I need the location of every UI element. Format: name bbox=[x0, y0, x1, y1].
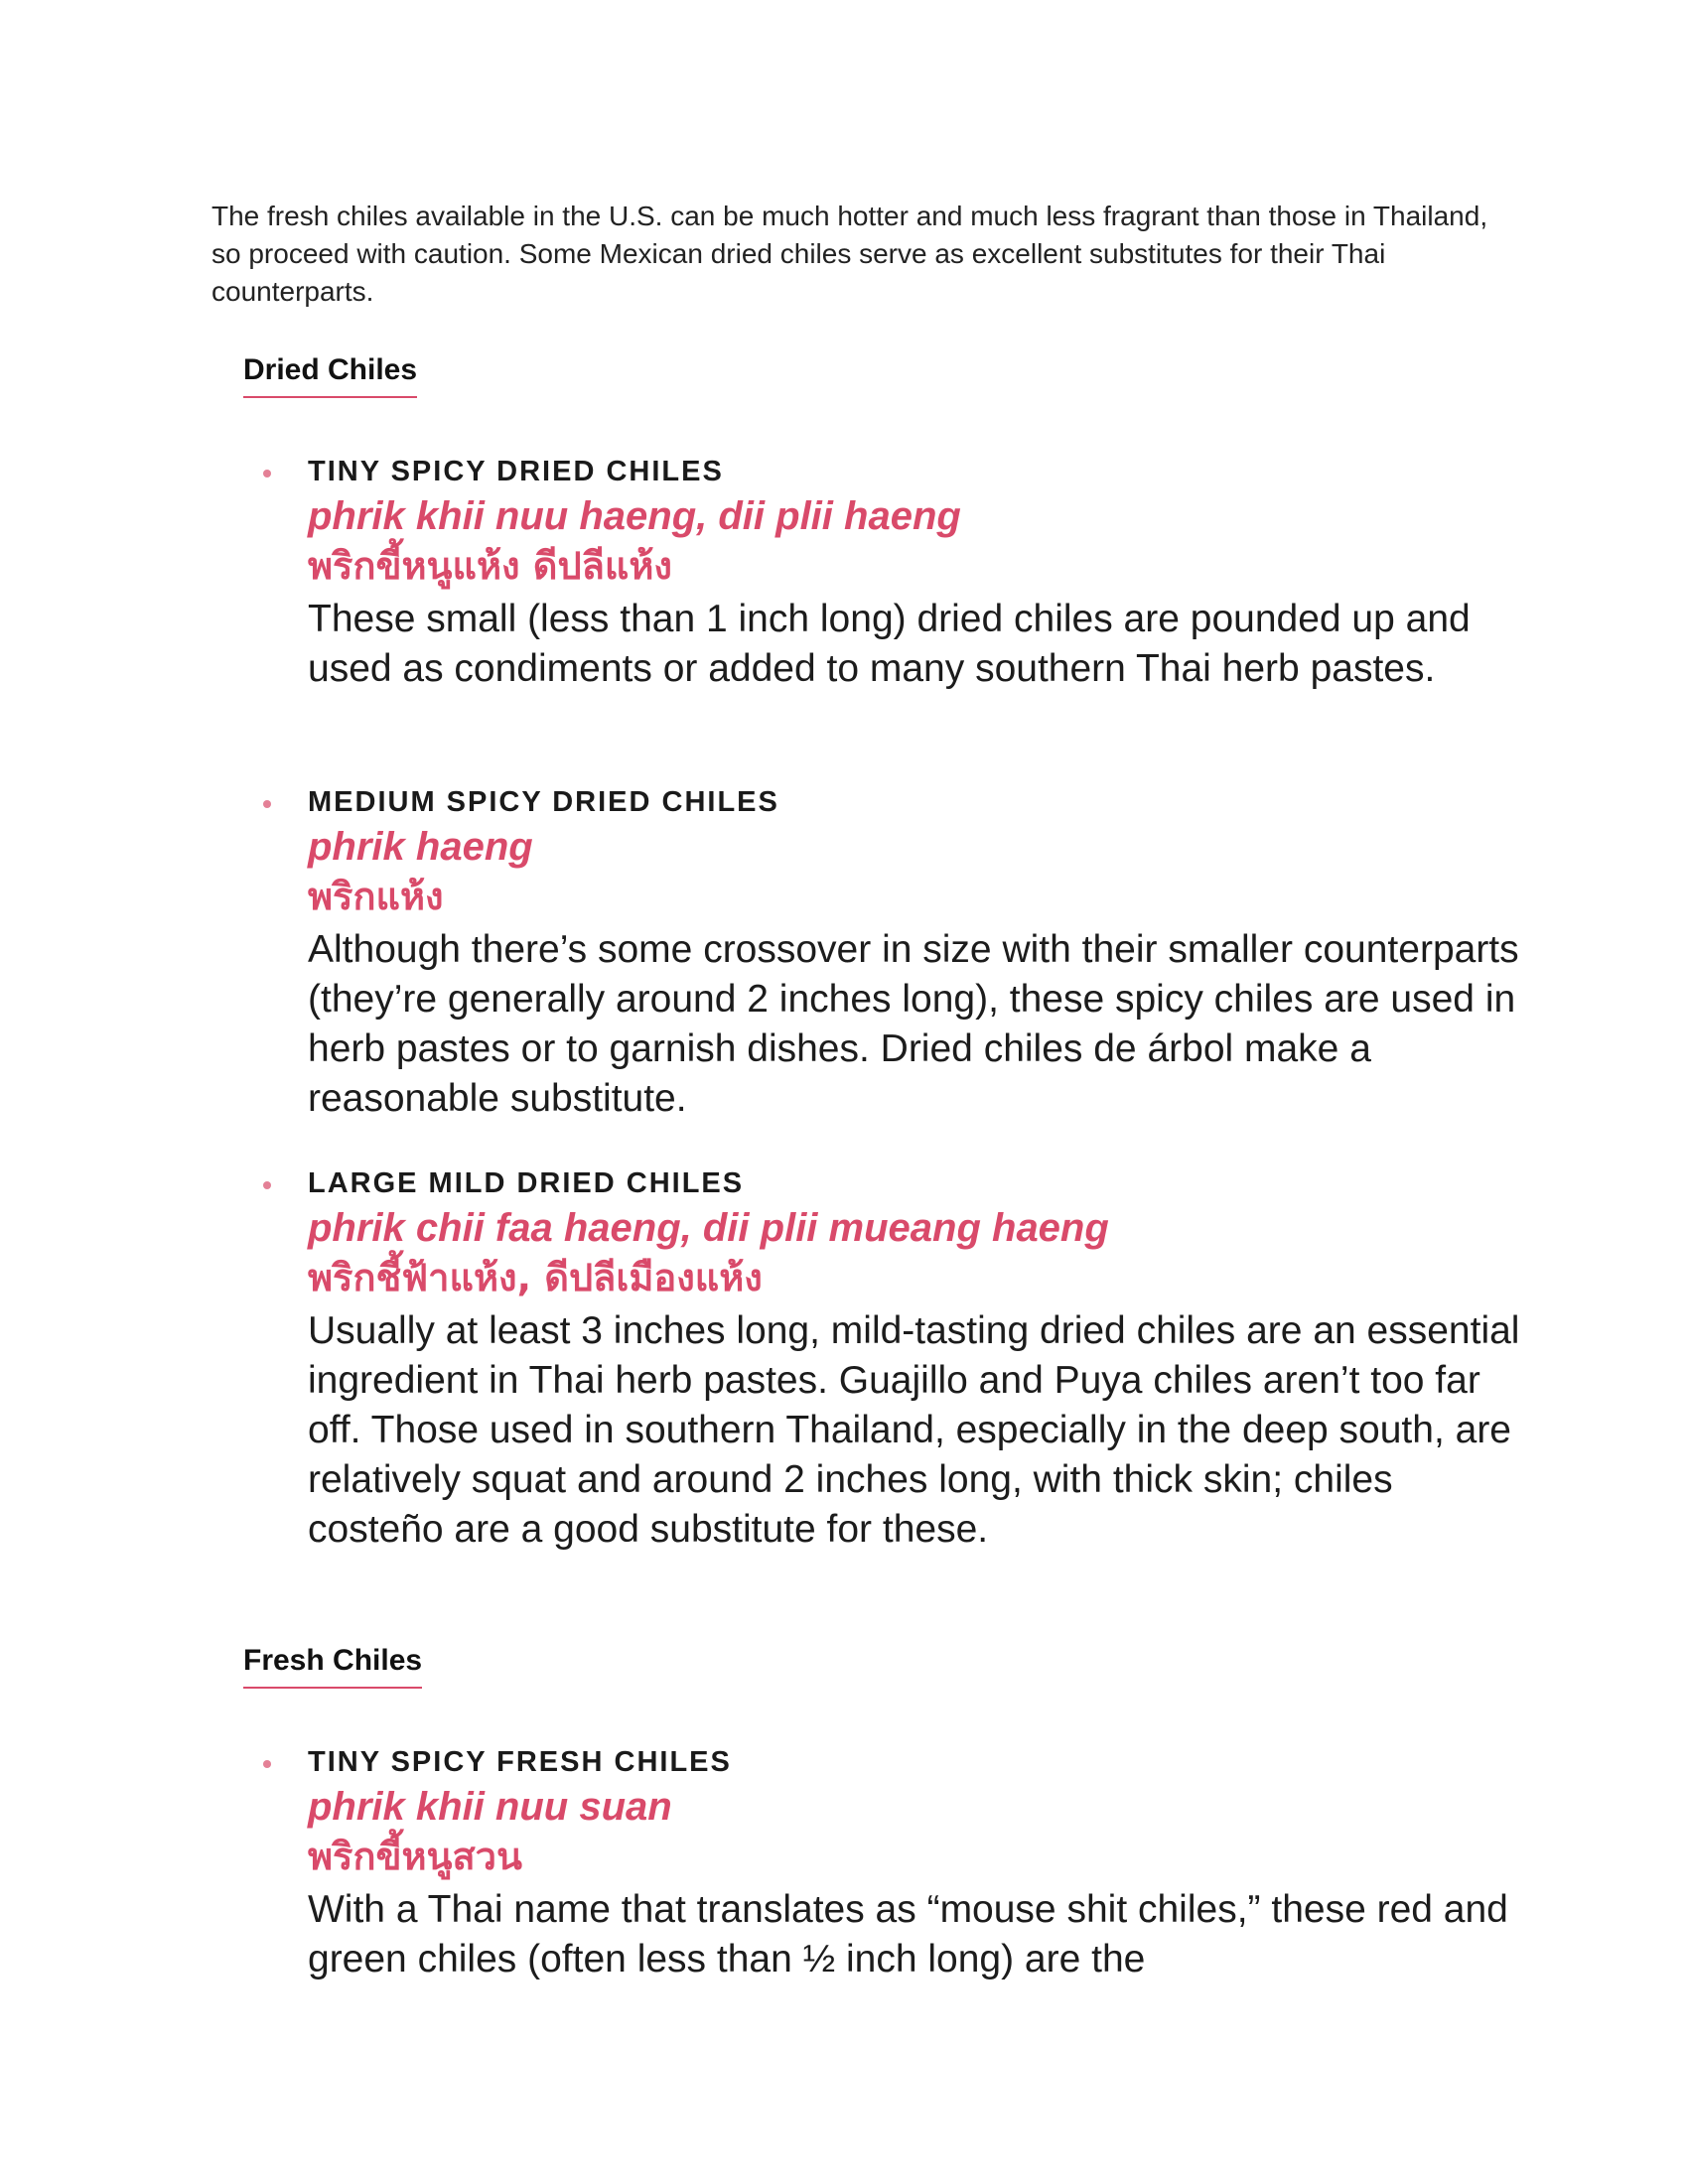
bullet-icon bbox=[263, 1760, 271, 1768]
chile-transliteration: phrik chii faa haeng, dii plii mueang haeng bbox=[308, 1206, 1109, 1250]
chile-transliteration: phrik khii nuu haeng, dii plii haeng bbox=[308, 494, 961, 538]
intro-paragraph: The fresh chiles available in the U.S. can be much hotter and much less fragrant than those in Thailand, so proceed with caution. Some Mexican dried chiles serve as excellent substitutes for their Thai counterparts. bbox=[211, 201, 1488, 307]
chile-thai-name: พริกขี้หนูแห้ง ดีปลีแห้ง bbox=[308, 544, 672, 588]
bullet-icon bbox=[263, 1181, 271, 1189]
chile-description: These small (less than 1 inch long) dried chiles are pounded up and used as condiments or added to many southern Thai herb pastes. bbox=[308, 598, 1471, 690]
chile-name: MEDIUM SPICY DRIED CHILES bbox=[308, 786, 779, 818]
chile-transliteration: phrik haeng bbox=[308, 825, 533, 869]
chile-name: TINY SPICY DRIED CHILES bbox=[308, 456, 724, 487]
chile-description: With a Thai name that translates as “mouse shit chiles,” these red and green chiles (often less than ½ inch long) are the bbox=[308, 1888, 1508, 1980]
chile-thai-name: พริกขี้หนูสวน bbox=[308, 1835, 522, 1878]
section-title-dried-chiles: Dried Chiles bbox=[243, 352, 417, 398]
chile-name: LARGE MILD DRIED CHILES bbox=[308, 1167, 745, 1199]
bullet-icon bbox=[263, 470, 271, 478]
chile-name: TINY SPICY FRESH CHILES bbox=[308, 1746, 732, 1778]
chile-thai-name: พริกแห้ง bbox=[308, 875, 444, 918]
chile-transliteration: phrik khii nuu suan bbox=[308, 1785, 672, 1829]
chile-thai-name: พริกชี้ฟ้าแห้ง, ดีปลีเมืองแห้ง bbox=[308, 1256, 763, 1299]
section-title-fresh-chiles: Fresh Chiles bbox=[243, 1643, 422, 1689]
chile-description: Although there’s some crossover in size with their smaller counterparts (they’re generally around 2 inches long), these spicy chiles are used in herb pastes or to garnish dishes. Dried chiles de árbol make a reasonable substitute. bbox=[308, 928, 1519, 1120]
chile-description: Usually at least 3 inches long, mild-tasting dried chiles are an essential ingredient in Thai herb pastes. Guajillo and Puya chiles aren’t too far off. Those used in southern Thailand, especially in the deep south, are relatively squat and around 2 inches long, with thick skin; chiles costeño are a good substitute for these. bbox=[308, 1309, 1520, 1551]
bullet-icon bbox=[263, 800, 271, 808]
